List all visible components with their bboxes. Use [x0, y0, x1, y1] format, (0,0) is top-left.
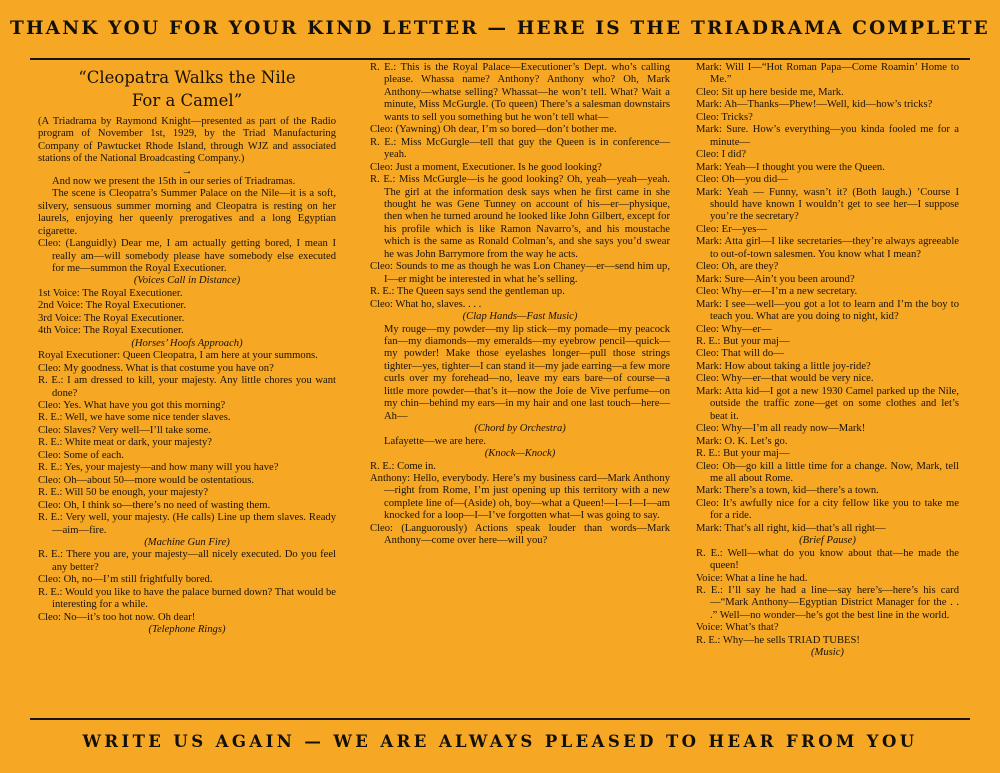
credit-note: (A Triadrama by Raymond Knight—presented as part of the Radio program of November 1st, 1929, by the Triad Manufacturing Company of Pawtucket Rhode Island, through WJZ and associated stations of the National Broadcasting Company.) — [38, 116, 336, 165]
dialogue-line: R. E.: White meat or dark, your majesty? — [38, 437, 212, 449]
stage-direction: (Telephone Rings) — [148, 624, 226, 636]
dialogue-line: Anthony: Hello, everybody. Here’s my business card—Mark Anthony—right from Rome, I’m just opening up this territory with a new complete line of—(Aside) oh, boy—what a Queen!—I—I—I—am knocked for a loop—I—I’ve forgotten what—I was going to say. — [370, 472, 670, 522]
dialogue-line: Cleo: Sounds to me as though he was Lon Chaney—er—send him up, I—er might be interested in what he’s selling. — [370, 261, 670, 285]
dialogue-line: R. E.: Come in. — [370, 460, 436, 472]
title-line-1: “Cleopatra Walks the Nile — [78, 68, 296, 87]
dialogue-line: R. E.: I am dressed to kill, your majesty. Any little chores you want done? — [38, 375, 336, 399]
dialogue-line: Voice: What’s that? — [696, 622, 779, 634]
dialogue-line: R. E.: There you are, your majesty—all nicely executed. Do you feel any better? — [38, 549, 336, 573]
header-banner: THANK YOU FOR YOUR KIND LETTER — HERE IS THE TRIADRAMA COMPLETE — [10, 18, 990, 39]
dialogue-line: Cleo: That will do— — [696, 348, 784, 360]
dialogue-line: Cleo: Why—I’m all ready now—Mark! — [696, 423, 866, 435]
top-rule — [30, 58, 970, 60]
dialogue-line: Mark: O. K. Let’s go. — [696, 435, 788, 447]
stage-direction: (Machine Gun Fire) — [144, 536, 230, 548]
dialogue-line: Cleo: Tricks? — [696, 111, 753, 123]
dialogue-line: R. E.: Miss McGurgle—is he good looking? Oh, yeah—yeah—yeah. The girl at the information desk says when he first came in she thought he was Gene Tunney on account of his—er—physique, then when he turned around he looked like John Gilbert, except for his profile which is like Ramon Navarro’s, and his moustache which is the same as Ronald Colman’s, and she says you’d swear he was John Barrymore from the way he acts. — [370, 174, 670, 260]
dialogue-line: R. E.: Would you like to have the palace burned down? That would be interesting for a while. — [38, 586, 336, 611]
dialogue-line: R. E.: Very well, your majesty. (He calls) Line up them slaves. Ready—aim—fire. — [38, 512, 336, 536]
dialogue-line: Cleo: Er—yes— — [696, 223, 767, 235]
dialogue-line: R. E.: This is the Royal Palace—Executioner’s Dept. who’s calling please. Whassa name? Anthony? Anthony who? Oh, Mark Anthony—whatse selling? Whassat—he won’t tell. What? Wait a minute, Miss McGurgle. (To queen) There’s a salesman downstairs wants to sell you something but he won’t tell what— — [370, 62, 670, 123]
dialogue-line: Cleo: Some of each. — [38, 449, 124, 461]
dialogue-line: Cleo: I did? — [696, 149, 747, 161]
stage-direction: (Horses’ Hoofs Approach) — [131, 337, 243, 349]
dialogue-line: Cleo: It’s awfully nice for a city fellow like you to take me for a ride. — [696, 497, 959, 522]
footer-banner: WRITE US AGAIN — WE ARE ALWAYS PLEASED TO HEAR FROM YOU — [82, 732, 918, 751]
dialogue-line: 2nd Voice: The Royal Executioner. — [38, 300, 186, 312]
dialogue-line: 4th Voice: The Royal Executioner. — [38, 325, 184, 337]
stage-direction: (Brief Pause) — [799, 535, 856, 547]
dialogue-line: Mark: Will I—“Hot Roman Papa—Come Roamin’ Home to Me.” — [696, 62, 959, 86]
scene-paragraph: The scene is Cleopatra’s Summer Palace on the Nile—it is a soft, silvery, sensuous summer morning and Cleopatra is resting on her laurels, enjoying her queenly prerogatives and a long Egyptian cigarette. — [38, 188, 336, 237]
dialogue-line: Cleo: Oh, are they? — [696, 261, 779, 273]
dialogue-line: Mark: There’s a town, kid—there’s a town. — [696, 485, 879, 497]
title-line-2: For a Camel” — [131, 91, 243, 110]
dialogue-line: 3rd Voice: The Royal Executioner. — [38, 312, 185, 324]
dialogue-line: R. E.: Yes, your majesty—and how many will you have? — [38, 462, 279, 474]
dialogue-line: Cleo: Oh, I think so—there’s no need of wasting them. — [38, 499, 271, 511]
dialogue-line: Cleo: Oh, no—I’m still frightfully bored. — [38, 574, 213, 586]
column-3 — [696, 62, 959, 714]
dialogue-line: Cleo: Oh—you did— — [696, 174, 788, 186]
dialogue-line: Lafayette—we are here. — [384, 435, 487, 447]
dialogue-line: Mark: How about taking a little joy-ride? — [696, 360, 871, 372]
column-1 — [38, 62, 336, 714]
dialogue-line: R. E.: Miss McGurgle—tell that guy the Queen is in conference—yeah. — [370, 136, 670, 161]
intro-paragraph: And now we present the 15th in our series of Triadramas. — [52, 175, 296, 187]
dialogue-line: Cleo: (Languidly) Dear me, I am actually getting bored, I mean I really am—will somebody please have somebody else executed for me—summon the Royal Executioner. — [38, 238, 336, 274]
dialogue-line: Mark: Sure—Ain’t you been around? — [696, 273, 855, 285]
dialogue-line: R. E.: The Queen says send the gentleman up. — [370, 286, 565, 298]
dialogue-line: Cleo: Sit up here beside me, Mark. — [696, 86, 844, 98]
dialogue-line: R. E.: Well, we have some nice tender slaves. — [38, 412, 231, 424]
dialogue-line: R. E.: Will 50 be enough, your majesty? — [38, 487, 209, 499]
dialogue-line: Mark: Sure. How’s everything—you kinda fooled me for a minute— — [696, 124, 959, 148]
dialogue-line: Mark: Atta kid—I got a new 1930 Camel parked up the Nile, outside the traffic zone—get on some clothes and let’s beat it. — [696, 385, 959, 422]
dialogue-line: Royal Executioner: Queen Cleopatra, I am here at your summons. — [38, 350, 318, 362]
dialogue-line: Mark: Ah—Thanks—Phew!—Well, kid—how’s tricks? — [696, 99, 933, 111]
arrow-mark: → — [181, 164, 193, 177]
dialogue-line: Mark: Atta girl—I like secretaries—they’re always agreeable to out-of-town salesmen. You know what I mean? — [696, 236, 959, 260]
stage-direction: (Clap Hands—Fast Music) — [462, 311, 578, 323]
play-title — [38, 66, 336, 112]
dialogue-line: Cleo: No—it’s too hot now. Oh dear! — [38, 611, 196, 623]
dialogue-line: Cleo: Why—er—that would be very nice. — [696, 373, 874, 385]
stage-direction: (Music) — [811, 647, 844, 659]
dialogue-line: Mark: Yeah — Funny, wasn’t it? (Both laugh.) ’Course I should have known I wouldn’t get to see her—I suppose you’re the secretary? — [696, 186, 959, 223]
bottom-rule — [30, 718, 970, 720]
stage-direction: (Knock—Knock) — [484, 448, 556, 460]
column-2 — [370, 62, 670, 714]
dialogue-line: Voice: What a line he had. — [696, 572, 808, 584]
dialogue-line: Cleo: Oh—go kill a little time for a change. Now, Mark, tell me all about Rome. — [696, 460, 959, 484]
dialogue-line: R. E.: I’ll say he had a line—say here’s—here’s his card—“Mark Anthony—Egyptian District Manager for the . . .” Well—no wonder—he’s got the best line in the world. — [696, 585, 959, 621]
stage-direction: (Voices Call in Distance) — [133, 275, 241, 287]
dialogue-line: Cleo: Oh—about 50—more would be ostentatious. — [38, 474, 254, 486]
cleopatra-speech: My rouge—my powder—my lip stick—my pomade—my peacock fan—my diamonds—my emeralds—my eyebrow pencil—quick—my powder! Make those eyelashes longer—pull those strings tighter—yes, tighter—I can stand it—my jade earring—a few more curls over my forehead—no, leave my ears bare—of course—a little more powder—that’s it—now the Joie de Vive perfume—on my chin—behind my ears—in my hair and one last touch—here—Ah— — [384, 323, 670, 422]
dialogue-line: Cleo: Slaves? Very well—I’ll take some. — [38, 424, 211, 436]
dialogue-line: Cleo: What ho, slaves. . . . — [370, 298, 482, 310]
dialogue-line: Cleo: (Languorously) Actions speak louder than words—Mark Anthony—come over here—will you? — [370, 522, 670, 547]
dialogue-line: Cleo: Why—er—I’m a new secretary. — [696, 286, 858, 298]
dialogue-line: Mark: Yeah—I thought you were the Queen. — [696, 161, 885, 173]
stage-direction: (Chord by Orchestra) — [474, 423, 566, 435]
dialogue-line: R. E.: But your maj— — [696, 448, 790, 460]
dialogue-line: Cleo: My goodness. What is that costume you have on? — [38, 362, 274, 374]
dialogue-line: R. E.: Well—what do you know about that—he made the queen! — [696, 547, 959, 572]
dialogue-line: Cleo: Just a moment, Executioner. Is he good looking? — [370, 161, 602, 173]
dialogue-line: R. E.: Why—he sells TRIAD TUBES! — [696, 634, 860, 646]
dialogue-line: 1st Voice: The Royal Executioner. — [38, 287, 183, 299]
dialogue-line: Mark: I see—well—you got a lot to learn and I’m the boy to teach you. What are you doing to night, kid? — [696, 298, 959, 323]
dialogue-line: Mark: That’s all right, kid—that’s all right— — [696, 522, 886, 534]
dialogue-line: Cleo: Why—er— — [696, 323, 772, 335]
dialogue-line: R. E.: But your maj— — [696, 335, 790, 347]
dialogue-line: Cleo: (Yawning) Oh dear, I’m so bored—don’t bother me. — [370, 124, 617, 136]
dialogue-line: Cleo: Yes. What have you got this morning? — [38, 399, 226, 411]
